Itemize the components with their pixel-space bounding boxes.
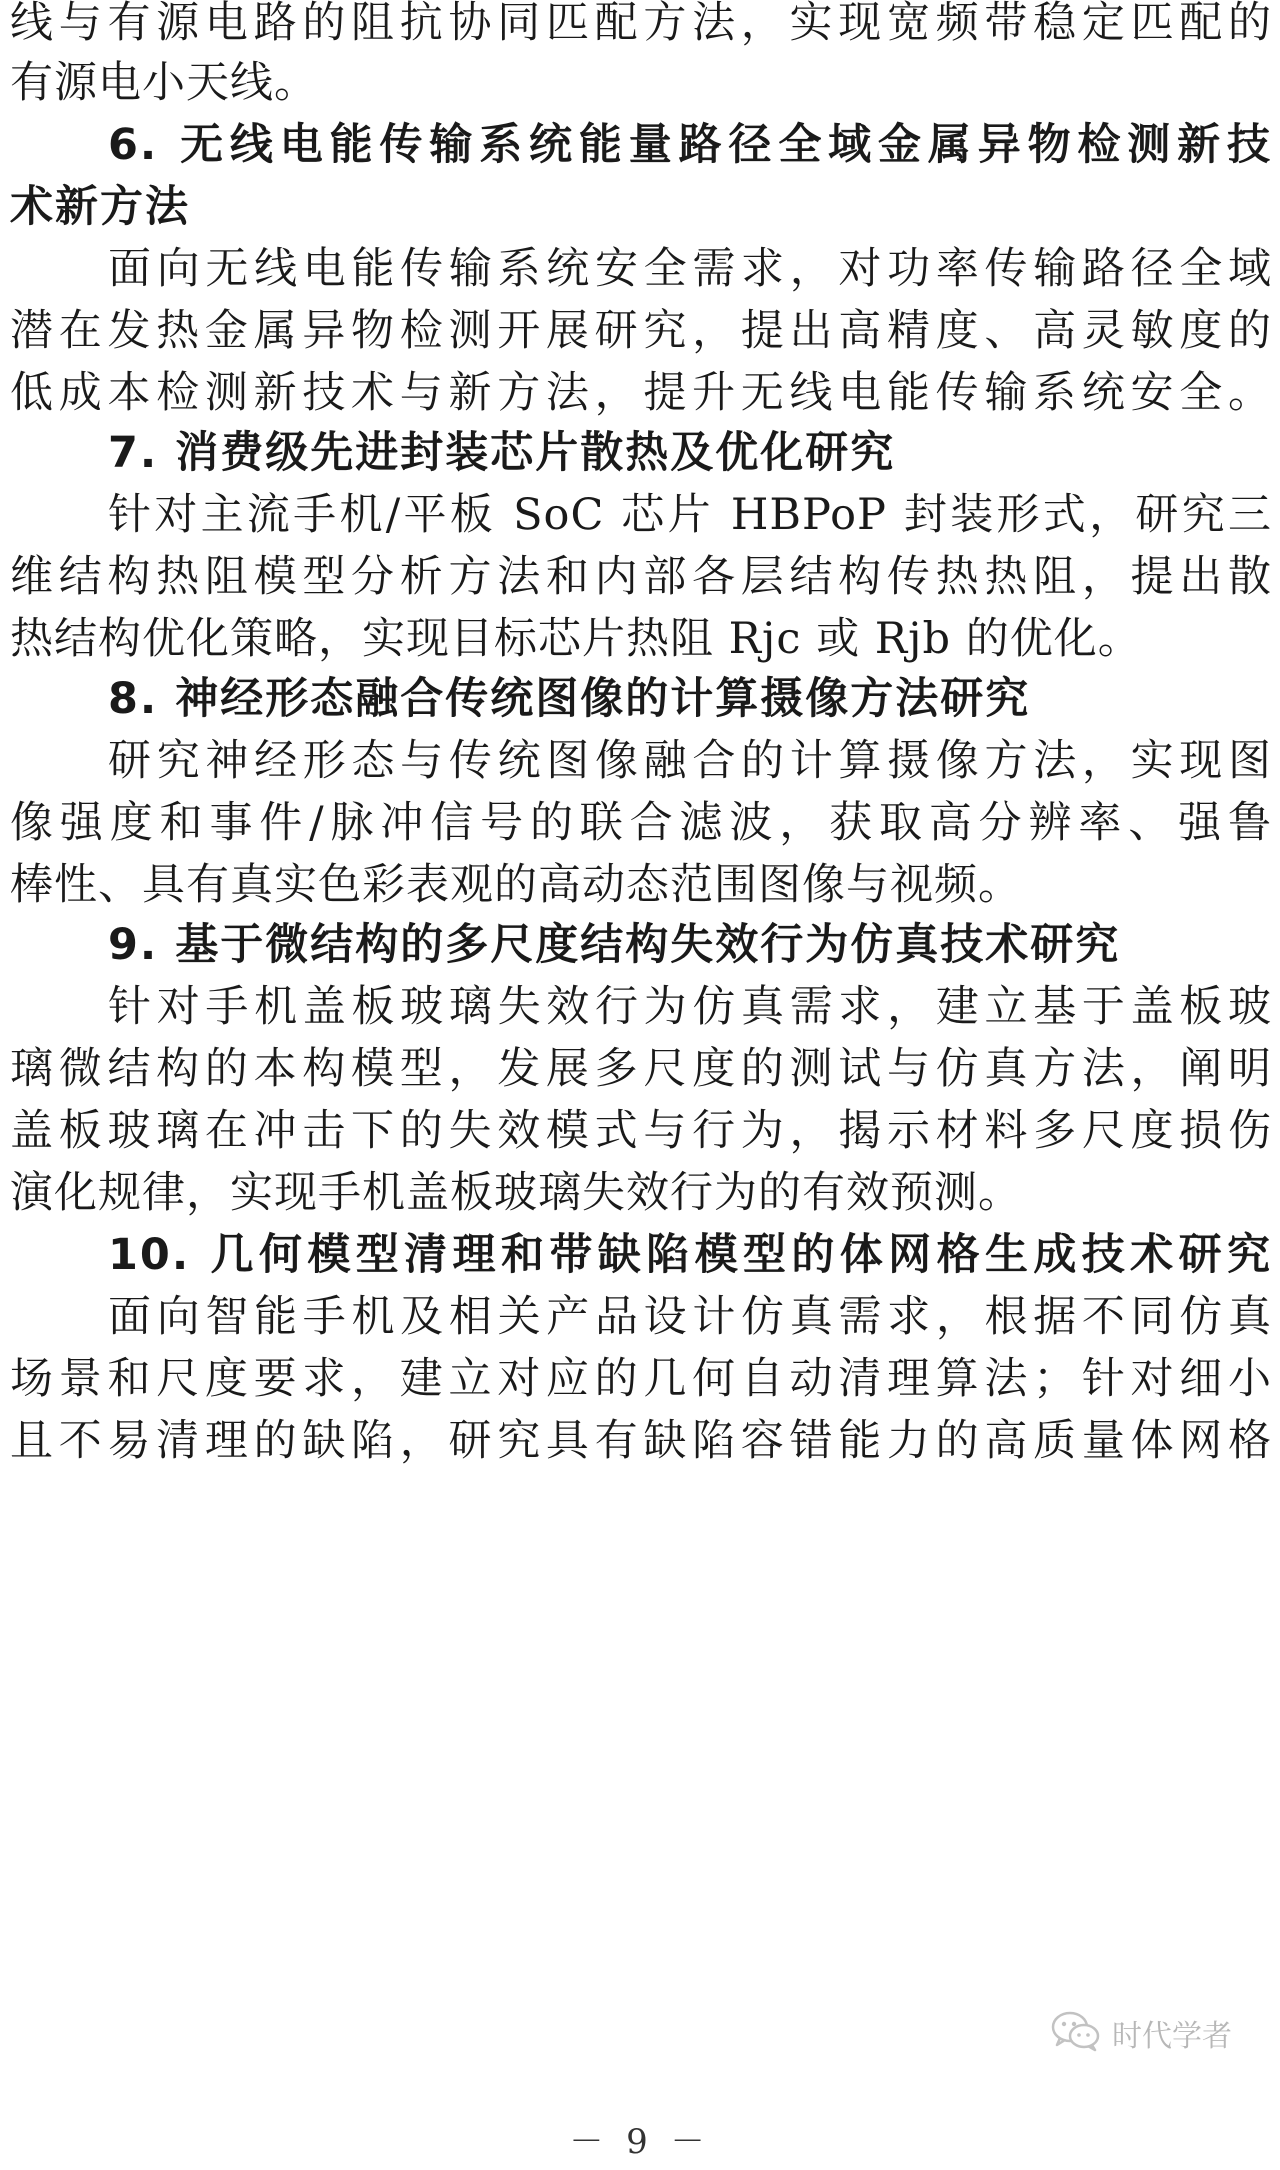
section-heading-6: 6. 无线电能传输系统能量路径全域金属异物检测新技 <box>108 120 1272 170</box>
body-line-3: 面向无线电能传输系统安全需求，对功率传输路径全域 <box>108 244 1272 294</box>
body-line-7: 维结构热阻模型分析方法和内部各层结构传热热阻，提出散 <box>10 552 1272 602</box>
section-heading-8: 8. 神经形态融合传统图像的计算摄像方法研究 <box>108 674 1031 724</box>
body-line-6: 针对主流手机/平板 SoC 芯片 HBPoP 封装形式，研究三 <box>108 490 1272 540</box>
body-line-13: 璃微结构的本构模型，发展多尺度的测试与仿真方法，阐明 <box>10 1044 1272 1094</box>
section-heading-7: 7. 消费级先进封装芯片散热及优化研究 <box>108 428 896 478</box>
body-line-11: 棒性、具有真实色彩表观的高动态范围图像与视频。 <box>10 860 1022 910</box>
wechat-watermark <box>1050 2008 1232 2058</box>
watermark-text: 时代学者 <box>1112 2019 1232 2054</box>
body-line-2: 有源电小天线。 <box>10 58 318 108</box>
page-number: － 9 － <box>569 2122 711 2162</box>
body-line-12: 针对手机盖板玻璃失效行为仿真需求，建立基于盖板玻 <box>108 982 1272 1032</box>
body-line-15: 演化规律，实现手机盖板玻璃失效行为的有效预测。 <box>10 1168 1022 1218</box>
body-line-16: 面向智能手机及相关产品设计仿真需求，根据不同仿真 <box>108 1292 1272 1342</box>
body-line-8: 热结构优化策略，实现目标芯片热阻 Rjc 或 Rjb 的优化。 <box>10 614 1142 664</box>
wechat-icon <box>1050 2009 1102 2057</box>
body-line-18: 且不易清理的缺陷，研究具有缺陷容错能力的高质量体网格 <box>10 1416 1272 1466</box>
body-line-17: 场景和尺度要求，建立对应的几何自动清理算法；针对细小 <box>10 1354 1272 1404</box>
section-heading-6-cont: 术新方法 <box>10 182 190 232</box>
section-heading-10: 10. 几何模型清理和带缺陷模型的体网格生成技术研究 <box>108 1230 1272 1280</box>
body-line-1: 线与有源电路的阻抗协同匹配方法，实现宽频带稳定匹配的 <box>10 0 1272 48</box>
body-line-4: 潜在发热金属异物检测开展研究，提出高精度、高灵敏度的 <box>10 306 1272 356</box>
body-line-10: 像强度和事件/脉冲信号的联合滤波，获取高分辨率、强鲁 <box>10 798 1272 848</box>
body-line-5: 低成本检测新技术与新方法，提升无线电能传输系统安全。 <box>10 368 1272 418</box>
body-line-14: 盖板玻璃在冲击下的失效模式与行为，揭示材料多尺度损伤 <box>10 1106 1272 1156</box>
section-heading-9: 9. 基于微结构的多尺度结构失效行为仿真技术研究 <box>108 920 1121 970</box>
body-line-9: 研究神经形态与传统图像融合的计算摄像方法，实现图 <box>108 736 1272 786</box>
